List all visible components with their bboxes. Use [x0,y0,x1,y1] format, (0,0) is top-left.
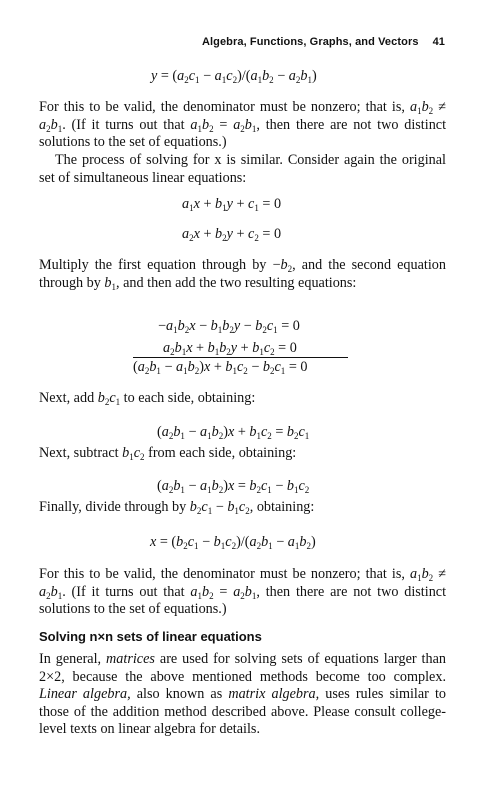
page-number: 41 [432,36,445,48]
header-title: Algebra, Functions, Graphs, and Vectors [201,36,419,48]
sum-rule-line [133,357,348,358]
running-header [202,36,445,48]
paragraph-denominator-x: For this to be valid, the denominator must be nonzero; that is, $a_1b_2 \ne a_2b_1$. (If it turns out that $a_1b_2 = a_2b_1$, then there are not two distinct solutions to the set of equations.) [39,566,447,618]
equation-multiplied-2: $a_2b_1x + b_1b_2y + b_1c_2 = 0$ [163,340,297,357]
equation-subtract-result: $(a_2b_1 - a_1b_2)x = b_2c_1 - b_1c_2$ [157,478,310,495]
paragraph-multiply: Multiply the first equation through by $-b_2$, and the second equation through by $b_1$, and then add the two resulting equations: [39,257,446,292]
paragraph-divide: Finally, divide through by $b_2c_1 - b_1c_2$, obtaining: [39,499,315,516]
paragraph-matrices: In general, matrices are used for solving sets of equations larger than 2×2, because the above mentioned methods become too complex. Linear algebra, also known as matrix algebra, uses rules similar to those of the addition method described above. Please consult college-level texts on linear algebra for details. [39,651,447,738]
equation-1: $a_1x + b_1y + c_1 = 0$ [182,196,282,213]
equation-sum: $(a_2b_1 - a_1b_2)x + b_1c_2 - b_2c_1 = 0$ [133,359,308,376]
paragraph-denominator-y: For this to be valid, the denominator must be nonzero; that is, $a_1b_2 \ne a_2b_1$. (If it turns out that $a_1b_2 = a_2b_1$, then there are not two distinct solutions to the set of equations.) [39,99,447,151]
equation-x-solution: $x = (b_2c_1 - b_1c_2)/(a_2b_1 - a_1b_2)$ [150,534,316,551]
paragraph-add: Next, add $b_2c_1$ to each side, obtaining: [39,390,256,407]
equation-y-solution: $y = (a_2c_1 - a_1c_2)/(a_1b_2 - a_2b_1)$ [151,68,317,85]
section-heading: Solving n×n sets of linear equations [39,629,262,644]
paragraph-solving-x: The process of solving for x is similar. Consider again the original set of simultaneous linear equations: [39,152,446,186]
paragraph-subtract: Next, subtract $b_1c_2$ from each side, obtaining: [39,445,297,462]
equation-multiplied-1: $-a_1b_2x - b_1b_2y - b_2c_1 = 0$ [158,318,300,335]
equation-add-result: $(a_2b_1 - a_1b_2)x + b_1c_2 = b_2c_1$ [157,424,310,441]
equation-2: $a_2x + b_2y + c_2 = 0$ [182,226,282,243]
